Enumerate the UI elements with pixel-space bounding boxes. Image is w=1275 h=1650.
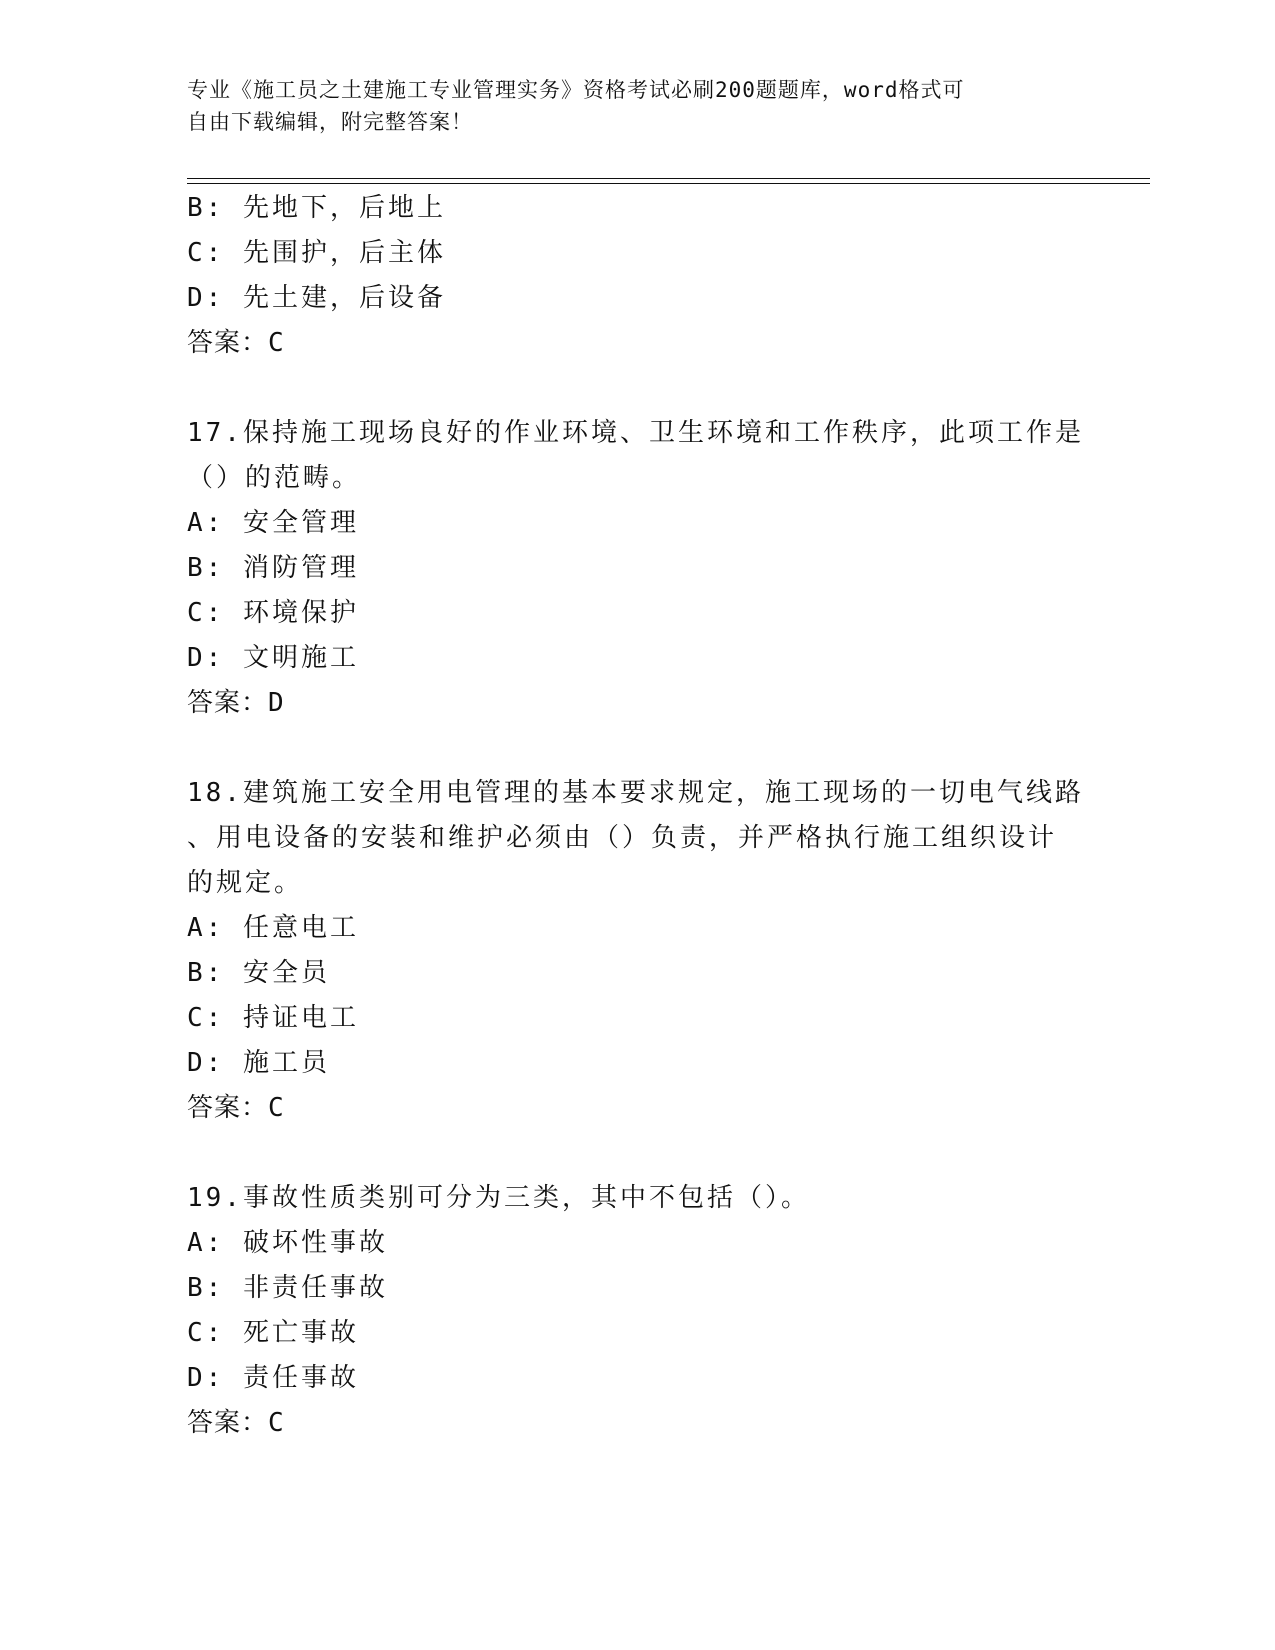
q16-option-b: B: 先地下，后地上 (187, 193, 446, 223)
header-title-line-1: 专业《施工员之土建施工专业管理实务》资格考试必刷200题题库，word格式可 (187, 78, 965, 102)
q18-stem-line-2: 、用电设备的安装和维护必须由（）负责，并严格执行施工组织设计 (187, 823, 1058, 853)
q18-stem-line-3: 的规定。 (187, 868, 304, 898)
q19-option-a: A: 破坏性事故 (187, 1228, 388, 1258)
q18-option-d: D: 施工员 (187, 1048, 330, 1078)
header-divider-top (187, 178, 1150, 179)
q19-option-c: C: 死亡事故 (187, 1318, 359, 1348)
header-title-line-2: 自由下载编辑，附完整答案！ (187, 110, 473, 134)
q18-option-a: A: 任意电工 (187, 913, 359, 943)
q17-option-d: D: 文明施工 (187, 643, 359, 673)
header-divider-bottom (187, 183, 1150, 184)
q18-stem-line-1: 18.建筑施工安全用电管理的基本要求规定，施工现场的一切电气线路 (187, 778, 1084, 808)
q16-option-d: D: 先土建，后设备 (187, 283, 446, 313)
q18-answer: 答案：C (187, 1093, 285, 1123)
q17-stem-line-1: 17.保持施工现场良好的作业环境、卫生环境和工作秩序，此项工作是 (187, 418, 1084, 448)
q19-option-b: B: 非责任事故 (187, 1273, 388, 1303)
q18-option-c: C: 持证电工 (187, 1003, 359, 1033)
q19-option-d: D: 责任事故 (187, 1363, 359, 1393)
q19-stem-line-1: 19.事故性质类别可分为三类，其中不包括（）。 (187, 1183, 810, 1213)
q17-option-a: A: 安全管理 (187, 508, 359, 538)
q18-option-b: B: 安全员 (187, 958, 330, 988)
q17-answer: 答案：D (187, 688, 285, 718)
q17-stem-line-2: （）的范畴。 (187, 463, 362, 493)
q17-option-b: B: 消防管理 (187, 553, 359, 583)
q16-answer: 答案：C (187, 328, 285, 358)
q19-answer: 答案：C (187, 1408, 285, 1438)
q16-option-c: C: 先围护，后主体 (187, 238, 446, 268)
q17-option-c: C: 环境保护 (187, 598, 359, 628)
document-header (187, 74, 1087, 138)
